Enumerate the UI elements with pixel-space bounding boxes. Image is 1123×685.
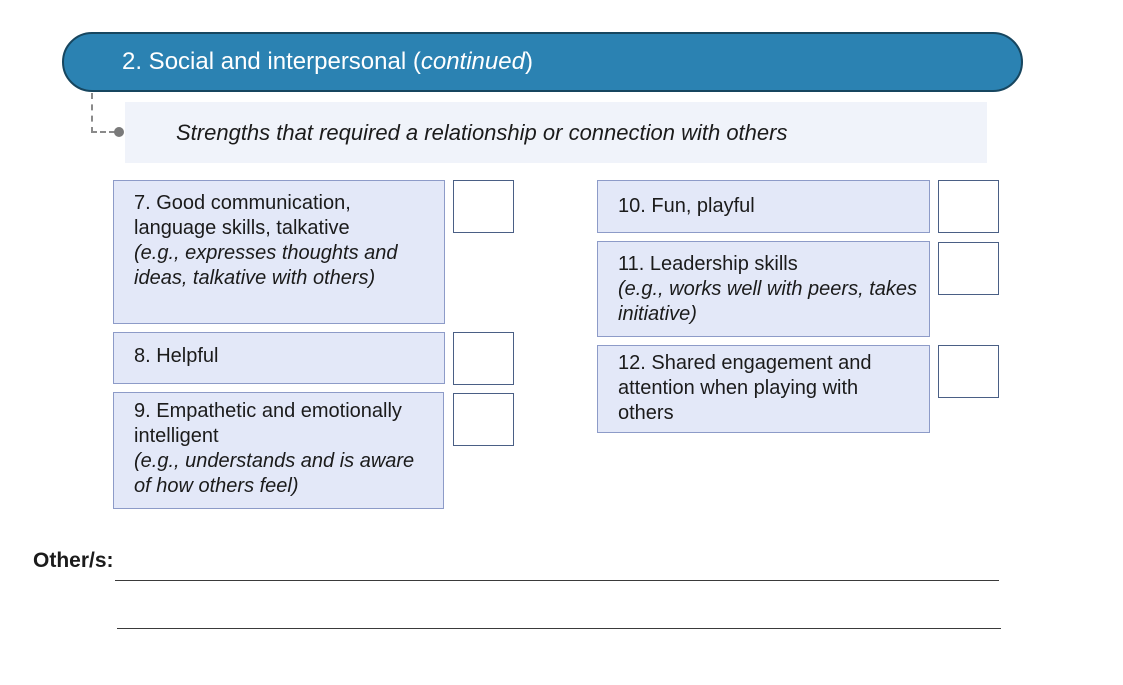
strength-item-title: 9. Empathetic and emotionally intelligent [134, 400, 402, 447]
connector-line [91, 93, 115, 133]
checkbox-item-8[interactable] [453, 332, 514, 385]
strength-item-title: 8. Helpful [134, 345, 219, 367]
other-input-line-1[interactable] [115, 580, 999, 581]
strength-item-title: 11. Leadership skills [618, 253, 798, 275]
strength-item-example: (e.g., understands and is aware of how others feel) [134, 450, 415, 497]
strength-item-10 [597, 180, 930, 233]
strength-item-example: (e.g., expresses thoughts and ideas, talkative with others) [134, 242, 398, 289]
strength-item-8 [113, 332, 445, 384]
checkbox-item-7[interactable] [453, 180, 514, 233]
section-header [62, 32, 1023, 92]
strength-item-example: (e.g., works well with peers, takes initiative) [618, 278, 917, 325]
checkbox-item-12[interactable] [938, 345, 999, 398]
strength-item-12 [597, 345, 930, 433]
checkbox-item-11[interactable] [938, 242, 999, 295]
connector-dot-icon [114, 127, 124, 137]
strength-item-title: 10. Fun, playful [618, 195, 755, 217]
section-title: 2. Social and interpersonal (continued) [122, 48, 533, 75]
checkbox-item-10[interactable] [938, 180, 999, 233]
strength-item-9 [113, 392, 444, 509]
strength-item-11 [597, 241, 930, 337]
checkbox-item-9[interactable] [453, 393, 514, 446]
strength-item-title: 7. Good communication, language skills, talkative [134, 192, 351, 239]
other-input-line-2[interactable] [117, 628, 1001, 629]
subtitle-panel [125, 102, 987, 163]
strength-item-title: 12. Shared engagement and attention when playing with others [618, 352, 872, 424]
strength-item-7 [113, 180, 445, 324]
other-label: Other/s: [33, 549, 114, 572]
subtitle-text: Strengths that required a relationship or connection with others [176, 120, 788, 145]
